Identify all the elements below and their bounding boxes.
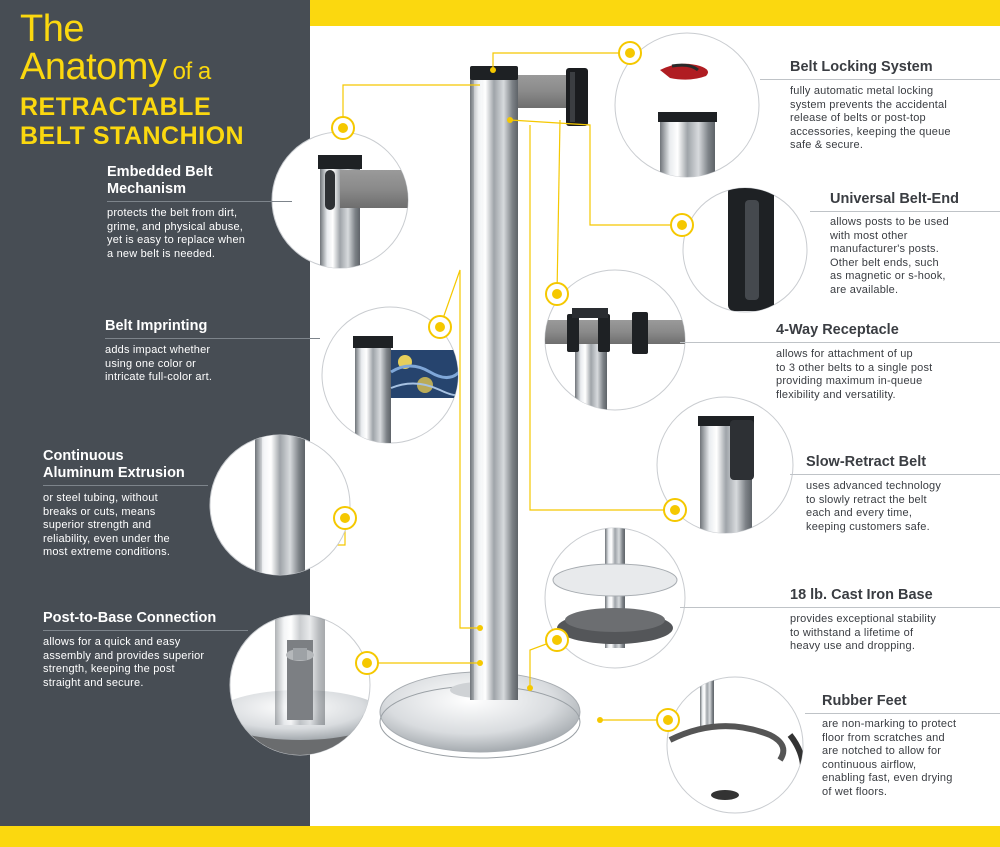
feature-description: uses advanced technology to slowly retract the belt each and every time, keeping customers safe. [806,480,942,533]
anchor-dot [597,717,603,723]
title-anatomy: Anatomy [20,46,167,88]
title-line-1: The [20,8,84,50]
feature-title: Rubber Feet [822,693,907,709]
anchor-dot [527,685,533,691]
marker-post-to-base [356,652,378,674]
detail-post-to-base [210,615,390,763]
title-belt-stanchion: BELT STANCHION [20,122,245,150]
title-retractable: RETRACTABLE [20,93,212,121]
detail-rubber-feet [667,677,803,813]
title-of-a: of a [166,58,211,85]
marker-4-way-receptacle [546,283,568,305]
marker-belt-imprinting [429,316,451,338]
feature-title: Slow-Retract Belt [806,454,927,470]
anchor-dot [490,67,496,73]
marker-universal-belt-end [671,214,693,236]
marker-slow-retract [664,499,686,521]
marker-aluminum-extrusion [334,507,356,529]
marker-embedded-belt [332,117,354,139]
marker-cast-iron-base [546,629,568,651]
detail-universal-belt-end [683,186,807,312]
feature-title: 4-Way Receptacle [776,322,899,338]
title-line-2 [20,48,211,86]
divider [810,211,1000,212]
feature-title: 18 lb. Cast Iron Base [790,587,933,603]
divider [43,485,208,486]
divider [107,201,292,202]
divider [790,474,1000,475]
divider [805,713,1000,714]
feature-description: protects the belt from dirt, grime, and physical abuse, yet is easy to replace when a new belt is needed. [107,207,246,260]
feature-title: Post-to-Base Connection [43,610,217,626]
feature-title: Belt Imprinting [105,318,208,334]
feature-description: allows posts to be used with most other manufacturer's posts. Other belt ends, such as magnetic or s-hook, are available. [830,216,949,296]
feature-title: Continuous Aluminum Extrusion [43,448,185,481]
feature-description: allows for attachment of up to 3 other belts to a single post providing maximum in-queue flexibility and versatility. [776,348,933,401]
feature-description: are non-marking to protect floor from scratches and are notched to allow for continuous airflow, enabling fast, even drying of wet floors. [822,718,957,798]
feature-description: or steel tubing, without breaks or cuts, means superior strength and reliability, even under the most extreme conditions. [43,492,171,558]
detail-aluminum-extrusion [210,430,350,590]
divider [105,338,320,339]
feature-description: adds impact whether using one color or intricate full-color art. [105,344,213,383]
feature-title: Universal Belt-End [830,191,959,207]
feature-title: Embedded Belt Mechanism [107,164,213,197]
feature-title: Belt Locking System [790,59,933,75]
marker-belt-locking [619,42,641,64]
marker-rubber-feet [657,709,679,731]
anchor-dot [477,660,483,666]
divider [43,630,248,631]
divider [680,342,1000,343]
anchor-dot [477,625,483,631]
feature-description: allows for a quick and easy assembly and provides superior strength, keeping the post straight and secure. [43,636,205,689]
feature-description: provides exceptional stability to withstand a lifetime of heavy use and dropping. [790,613,937,652]
divider [680,607,1000,608]
divider [760,79,1000,80]
detail-embedded-belt [272,132,410,280]
anchor-dot [507,117,513,123]
feature-description: fully automatic metal locking system prevents the accidental release of belts or post-top accessories, keeping the queue safe & secure. [790,85,951,151]
